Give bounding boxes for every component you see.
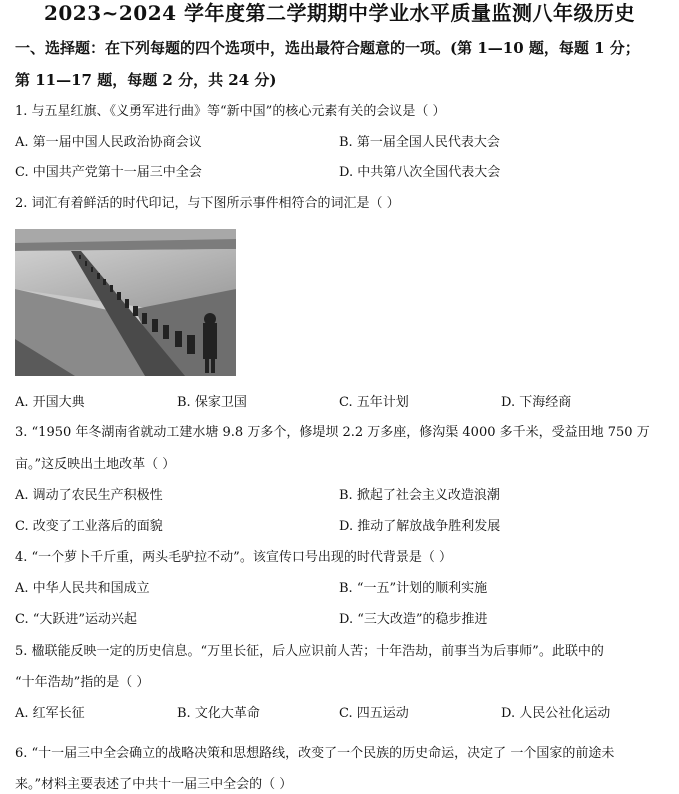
question-5-stem-line1: 5. 楹联能反映一定的历史信息。“万里长征，后人应识前人苦；十年浩劫，前事当为后事师”。此联中的 [15,644,604,659]
question-3-option-a[interactable]: A. 调动了农民生产积极性 [15,488,163,503]
question-1-option-b[interactable]: B. 第一届全国人民代表大会 [339,135,500,150]
question-6-stem-line2: 来。”材料主要表述了中共十一届三中全会的（ ） [15,777,293,792]
question-4-option-d[interactable]: D. “三大改造”的稳步推进 [339,612,488,627]
question-3-option-d[interactable]: D. 推动了解放战争胜利发展 [339,519,501,534]
question-2-option-d[interactable]: D. 下海经商 [501,395,572,410]
section-heading-line2: 第 11—17 题，每题 2 分，共 24 分) [15,71,277,89]
question-4-stem: 4. “一个萝卜千斤重，两头毛驴拉不动”。该宣传口号出现的时代背景是（ ） [15,550,452,565]
question-3-option-b[interactable]: B. 掀起了社会主义改造浪潮 [339,488,500,503]
question-3-stem-line2: 亩。”这反映出土地改革（ ） [15,457,176,472]
question-1-option-a[interactable]: A. 第一届中国人民政治协商会议 [15,135,202,150]
question-1-option-c[interactable]: C. 中国共产党第十一届三中全会 [15,165,202,180]
question-2-option-c[interactable]: C. 五年计划 [339,395,409,410]
question-5-option-b[interactable]: B. 文化大革命 [177,706,260,721]
question-5-stem-line2: “十年浩劫”指的是（ ） [15,675,150,690]
page-title: 2023~2024 学年度第二学期期中学业水平质量监测八年级历史 [43,1,636,25]
question-3-option-c[interactable]: C. 改变了工业落后的面貌 [15,519,163,534]
question-3-stem-line1: 3. “1950 年冬湖南省就动工建水塘 9.8 万多个，修堤坝 2.2 万多座，修沟渠 4000 多千米，受益田地 750 万 [15,425,650,440]
question-2-stem: 2. 词汇有着鲜活的时代印记，与下图所示事件相符合的词汇是（ ） [15,196,400,211]
question-4-option-b[interactable]: B. “一五”计划的顺利实施 [339,581,488,596]
section-heading-line1: 一、选择题：在下列每题的四个选项中，选出最符合题意的一项。(第 1—10 题，每题 1 分； [15,39,640,57]
question-1-stem: 1. 与五星红旗、《义勇军进行曲》等“新中国”的核心元素有关的会议是（ ） [15,104,446,119]
question-1-option-d[interactable]: D. 中共第八次全国代表大会 [339,165,501,180]
question-2-option-a[interactable]: A. 开国大典 [15,395,85,410]
question-5-option-d[interactable]: D. 人民公社化运动 [501,706,611,721]
question-6-stem-line1: 6. “十一届三中全会确立的战略决策和思想路线，改变了一个民族的历史命运，决定了 一个国家的前途未 [15,746,615,761]
soldiers-crossing-bridge-photo [15,229,236,376]
question-4-option-a[interactable]: A. 中华人民共和国成立 [15,581,150,596]
question-5-option-a[interactable]: A. 红军长征 [15,706,85,721]
question-4-option-c[interactable]: C. “大跃进”运动兴起 [15,612,138,627]
question-2-option-b[interactable]: B. 保家卫国 [177,395,247,410]
question-5-option-c[interactable]: C. 四五运动 [339,706,409,721]
